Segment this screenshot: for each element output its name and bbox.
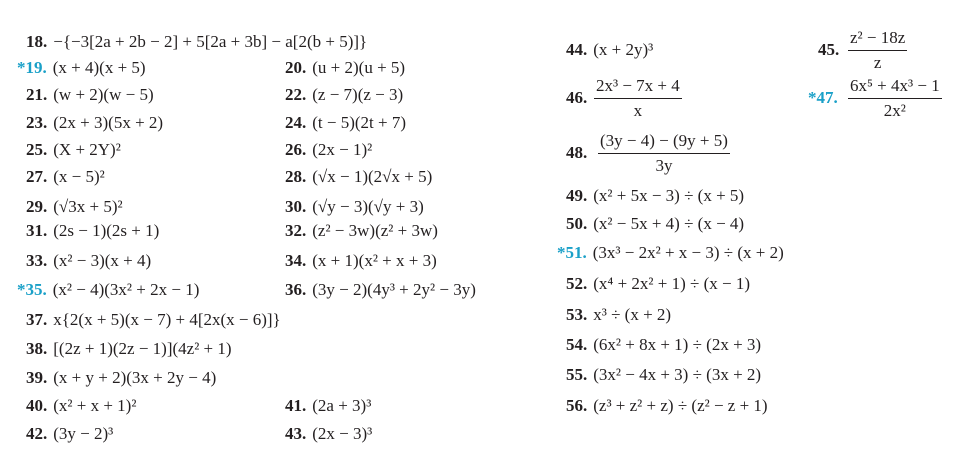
problem-number: 24. bbox=[285, 113, 307, 132]
problem-number: *35. bbox=[17, 280, 47, 299]
problem-expression: (3y − 2)³ bbox=[53, 424, 114, 443]
problem-expression: (√x − 1)(2√x + 5) bbox=[312, 167, 433, 186]
problem-number: 18. bbox=[26, 32, 48, 51]
fraction-numerator: 2x³ − 7x + 4 bbox=[596, 76, 680, 95]
problem-number: 27. bbox=[26, 167, 48, 186]
problem-expression: (2a + 3)³ bbox=[312, 396, 372, 415]
problem-expression: (x − 5)² bbox=[53, 167, 105, 186]
problem-45 bbox=[818, 40, 845, 60]
problem-40 bbox=[26, 396, 136, 416]
problem-55 bbox=[566, 365, 761, 385]
problem-21 bbox=[26, 85, 154, 105]
problem-27 bbox=[26, 167, 105, 187]
problem-52 bbox=[566, 274, 750, 294]
problem-number: 30. bbox=[285, 197, 307, 216]
problem-54 bbox=[566, 335, 761, 355]
problem-expression: (x + 4)(x + 5) bbox=[52, 58, 146, 77]
problem-expression: x{2(x + 5)(x − 7) + 4[2x(x − 6)]} bbox=[53, 310, 281, 329]
problem-expression: (x² − 4)(3x² + 2x − 1) bbox=[52, 280, 200, 299]
problem-expression: (z² − 3w)(z² + 3w) bbox=[312, 221, 438, 240]
problem-expression: (√y − 3)(√y + 3) bbox=[312, 197, 424, 216]
problem-expression: (x² − 3)(x + 4) bbox=[53, 251, 152, 270]
problem-31 bbox=[26, 221, 159, 241]
problem-number: 55. bbox=[566, 365, 588, 384]
problem-expression: (6x² + 8x + 1) ÷ (2x + 3) bbox=[593, 335, 762, 354]
problem-number: *47. bbox=[808, 88, 838, 107]
problem-number: 48. bbox=[566, 143, 588, 162]
problem-expression: (x + 2y)³ bbox=[593, 40, 654, 59]
problem-expression: x³ ÷ (x + 2) bbox=[593, 305, 672, 324]
problem-number: 44. bbox=[566, 40, 588, 59]
problem-25 bbox=[26, 140, 121, 160]
problem-expression: (x² + 5x − 3) ÷ (x + 5) bbox=[593, 186, 745, 205]
problem-28 bbox=[285, 167, 432, 187]
problem-41 bbox=[285, 396, 371, 416]
problem-expression: (z − 7)(z − 3) bbox=[312, 85, 404, 104]
problem-number: 29. bbox=[26, 197, 48, 216]
problem-46 bbox=[566, 88, 593, 108]
problem-expression: (2s − 1)(2s + 1) bbox=[53, 221, 160, 240]
problem-47-fraction bbox=[848, 76, 942, 121]
problem-expression: (z³ + z² + z) ÷ (z² − z + 1) bbox=[593, 396, 768, 415]
problem-48-fraction bbox=[598, 131, 730, 176]
problem-42 bbox=[26, 424, 113, 444]
problem-23 bbox=[26, 113, 163, 133]
problem-expression: (u + 2)(u + 5) bbox=[312, 58, 406, 77]
problem-50 bbox=[566, 214, 744, 234]
problem-36 bbox=[285, 280, 476, 300]
problem-53 bbox=[566, 305, 671, 325]
problem-number: 50. bbox=[566, 214, 588, 233]
problem-expression: [(2z + 1)(2z − 1)](4z² + 1) bbox=[53, 339, 232, 358]
problem-number: 21. bbox=[26, 85, 48, 104]
problem-number: 38. bbox=[26, 339, 48, 358]
problem-33 bbox=[26, 251, 151, 271]
problem-number: 52. bbox=[566, 274, 588, 293]
problem-expression: (x² − 5x + 4) ÷ (x − 4) bbox=[593, 214, 745, 233]
problem-number: 23. bbox=[26, 113, 48, 132]
problem-expression: (2x − 1)² bbox=[312, 140, 373, 159]
problem-47 bbox=[808, 88, 844, 108]
problem-number: 36. bbox=[285, 280, 307, 299]
problem-29 bbox=[26, 197, 123, 217]
problem-number: 28. bbox=[285, 167, 307, 186]
problem-number: 46. bbox=[566, 88, 588, 107]
problem-expression: (√3x + 5)² bbox=[53, 197, 123, 216]
problem-number: 25. bbox=[26, 140, 48, 159]
fraction-numerator: (3y − 4) − (9y + 5) bbox=[600, 131, 728, 150]
problem-number: *19. bbox=[17, 58, 47, 77]
problem-32 bbox=[285, 221, 438, 241]
problem-number: 43. bbox=[285, 424, 307, 443]
problem-expression: (2x + 3)(5x + 2) bbox=[53, 113, 164, 132]
problem-20 bbox=[285, 58, 405, 78]
problem-number: 54. bbox=[566, 335, 588, 354]
problem-30 bbox=[285, 197, 424, 217]
problem-39 bbox=[26, 368, 216, 388]
fraction-denominator: z bbox=[873, 53, 882, 73]
problem-number: 37. bbox=[26, 310, 48, 329]
problem-number: 20. bbox=[285, 58, 307, 77]
problem-number: 45. bbox=[818, 40, 840, 59]
problem-number: 40. bbox=[26, 396, 48, 415]
problem-expression: (t − 5)(2t + 7) bbox=[312, 113, 407, 132]
problem-24 bbox=[285, 113, 406, 133]
problem-51 bbox=[557, 243, 784, 263]
problem-45-fraction bbox=[848, 28, 907, 73]
problem-19 bbox=[17, 58, 146, 78]
problem-number: 53. bbox=[566, 305, 588, 324]
problem-46-fraction bbox=[594, 76, 682, 121]
problem-35 bbox=[17, 280, 199, 300]
problem-44 bbox=[566, 40, 653, 60]
fraction-denominator: 2x² bbox=[883, 101, 906, 121]
problem-number: 31. bbox=[26, 221, 48, 240]
problem-22 bbox=[285, 85, 403, 105]
problem-expression: (x + 1)(x² + x + 3) bbox=[312, 251, 437, 270]
problem-expression: (3x³ − 2x² + x − 3) ÷ (x + 2) bbox=[592, 243, 784, 262]
problem-expression: (3x² − 4x + 3) ÷ (3x + 2) bbox=[593, 365, 762, 384]
problem-number: 22. bbox=[285, 85, 307, 104]
fraction-numerator: 6x⁵ + 4x³ − 1 bbox=[850, 76, 940, 95]
problem-18 bbox=[26, 32, 367, 52]
problem-expression: (2x − 3)³ bbox=[312, 424, 373, 443]
problem-number: 26. bbox=[285, 140, 307, 159]
problem-expression: (x² + x + 1)² bbox=[53, 396, 137, 415]
problem-expression: (3y − 2)(4y³ + 2y² − 3y) bbox=[312, 280, 476, 299]
problem-number: 49. bbox=[566, 186, 588, 205]
problem-37 bbox=[26, 310, 281, 330]
fraction-denominator: x bbox=[633, 101, 643, 121]
problem-43 bbox=[285, 424, 372, 444]
problem-34 bbox=[285, 251, 437, 271]
fraction-numerator: z² − 18z bbox=[850, 28, 906, 47]
problem-number: 32. bbox=[285, 221, 307, 240]
problem-38 bbox=[26, 339, 232, 359]
problem-expression: (x⁴ + 2x² + 1) ÷ (x − 1) bbox=[593, 274, 751, 293]
problem-expression: (X + 2Y)² bbox=[53, 140, 121, 159]
problem-expression: (x + y + 2)(3x + 2y − 4) bbox=[53, 368, 217, 387]
problem-number: 34. bbox=[285, 251, 307, 270]
problem-expression: (w + 2)(w − 5) bbox=[53, 85, 154, 104]
problem-number: 39. bbox=[26, 368, 48, 387]
fraction-denominator: 3y bbox=[655, 156, 673, 176]
problem-number: 42. bbox=[26, 424, 48, 443]
problem-49 bbox=[566, 186, 744, 206]
problem-number: 41. bbox=[285, 396, 307, 415]
problem-expression: −{−3[2a + 2b − 2] + 5[2a + 3b] − a[2(b + 5)]} bbox=[53, 32, 368, 51]
problem-56 bbox=[566, 396, 768, 416]
problem-number: 56. bbox=[566, 396, 588, 415]
problem-number: *51. bbox=[557, 243, 587, 262]
problem-48 bbox=[566, 143, 593, 163]
problem-26 bbox=[285, 140, 372, 160]
problem-number: 33. bbox=[26, 251, 48, 270]
